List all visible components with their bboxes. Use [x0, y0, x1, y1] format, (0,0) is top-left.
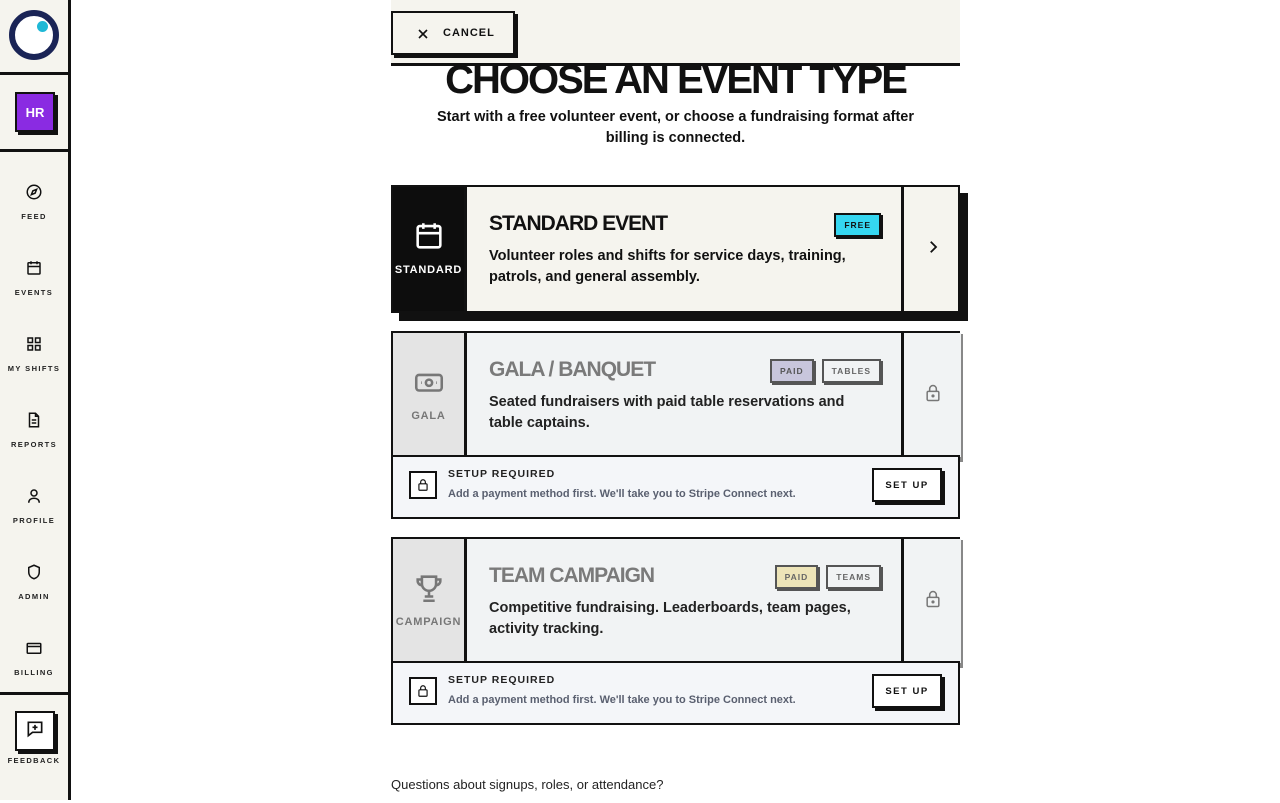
badge-group [775, 565, 881, 589]
free-badge: FREE [834, 213, 881, 237]
org-avatar[interactable]: HR [15, 92, 55, 132]
badge-group [770, 359, 881, 383]
feedback-section [0, 692, 68, 803]
help-question: Questions about signups, roles, or attendance? [391, 777, 664, 792]
card-description: Volunteer roles and shifts for service days, training, patrols, and general assembly. [489, 248, 846, 285]
sidebar-item-feed[interactable] [0, 150, 68, 226]
paid-badge: PAID [770, 359, 814, 383]
setup-title: SETUP REQUIRED [448, 674, 556, 686]
document-icon [24, 410, 44, 430]
sidebar [0, 0, 71, 800]
card-description: Competitive fundraising. Leaderboards, team pages, activity tracking. [489, 600, 851, 637]
card-type-column [393, 333, 467, 457]
card-content [467, 333, 901, 457]
tables-badge: TABLES [822, 359, 881, 383]
lock-icon [923, 589, 943, 614]
card-type-label: GALA [411, 410, 446, 422]
sidebar-item-label: FEED [21, 212, 47, 221]
setup-required-bar [391, 661, 960, 725]
setup-description: Add a payment method first. We'll take you to Stripe Connect next. [448, 694, 796, 706]
sidebar-item-my-shifts[interactable] [0, 302, 68, 378]
banknote-icon [411, 364, 447, 400]
cancel-label: CANCEL [443, 27, 495, 39]
close-icon [417, 27, 429, 39]
sidebar-item-profile[interactable] [0, 454, 68, 530]
trophy-icon [411, 570, 447, 606]
card-lock [901, 539, 961, 663]
card-content [467, 187, 901, 311]
card-description: Seated fundraisers with paid table reservations and table captains. [489, 394, 845, 431]
card-type-label: STANDARD [394, 264, 463, 276]
page-subtitle: Start with a free volunteer event, or choose a fundraising format after billing is connected. [437, 109, 914, 146]
card-content [467, 539, 901, 663]
card-type-column [393, 187, 467, 311]
set-up-button[interactable]: SET UP [872, 674, 942, 708]
card-select-button[interactable] [901, 187, 961, 311]
page-title: CHOOSE AN EVENT TYPE [445, 58, 906, 102]
sidebar-item-label: MY SHIFTS [7, 364, 61, 373]
sidebar-item-label: PROFILE [12, 516, 56, 525]
card-title: GALA / BANQUET [489, 358, 656, 381]
credit-card-icon [24, 638, 44, 658]
org-switcher [0, 75, 68, 152]
paid-badge: PAID [775, 565, 819, 589]
card-body [391, 537, 960, 665]
set-up-button[interactable]: SET UP [872, 468, 942, 502]
calendar-icon [411, 218, 447, 254]
sidebar-item-label: REPORTS [10, 440, 58, 449]
message-plus-icon [25, 719, 45, 744]
card-type-column [393, 539, 467, 663]
badge-group [834, 213, 881, 237]
cancel-button[interactable] [391, 11, 515, 55]
setup-required-bar [391, 455, 960, 519]
grid-icon [24, 334, 44, 354]
chevron-right-icon [924, 238, 942, 261]
shield-icon [24, 562, 44, 582]
sidebar-item-billing[interactable] [0, 606, 68, 682]
sidebar-item-label: ADMIN [18, 592, 50, 601]
teams-badge: TEAMS [826, 565, 881, 589]
sidebar-item-label: BILLING [14, 668, 54, 677]
feedback-label: FEEDBACK [7, 756, 61, 765]
sidebar-item-admin[interactable] [0, 530, 68, 606]
user-icon [24, 486, 44, 506]
card-title: STANDARD EVENT [489, 212, 668, 235]
card-lock [901, 333, 961, 457]
lock-icon [409, 677, 437, 705]
lock-icon [409, 471, 437, 499]
logo[interactable] [0, 0, 68, 75]
card-title: TEAM CAMPAIGN [489, 564, 655, 587]
compass-icon [24, 182, 44, 202]
feedback-button[interactable] [15, 711, 55, 751]
setup-description: Add a payment method first. We'll take you to Stripe Connect next. [448, 488, 796, 500]
card-body [391, 331, 960, 459]
card-type-label: CAMPAIGN [395, 616, 462, 628]
calendar-icon [24, 258, 44, 278]
sidebar-item-label: EVENTS [14, 288, 54, 297]
sidebar-item-reports[interactable] [0, 378, 68, 454]
card-body [391, 185, 960, 313]
lock-icon [923, 383, 943, 408]
setup-title: SETUP REQUIRED [448, 468, 556, 480]
sidebar-item-events[interactable] [0, 226, 68, 302]
logo-icon [9, 10, 59, 60]
